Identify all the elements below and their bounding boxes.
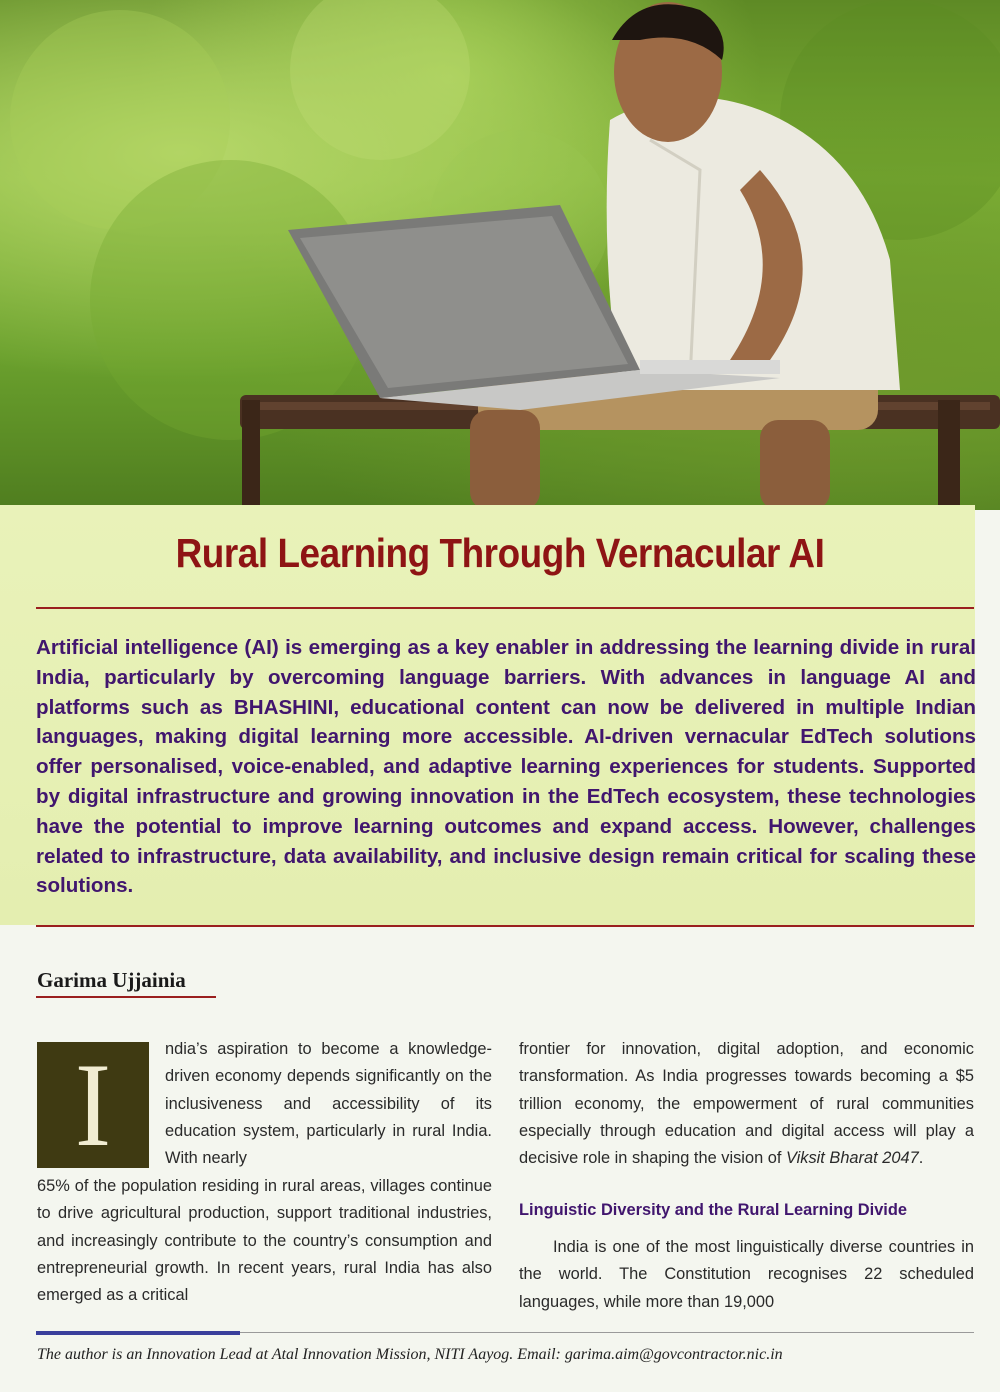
body-paragraph-1-top: ndia’s aspiration to become a knowledge-driven economy depends significantly on the inclusiveness and accessibility of its education system, particularly in rural India. With nearly: [165, 1040, 492, 1168]
footer-accent-bar: [36, 1331, 240, 1335]
body-paragraph-1-continued: [519, 1036, 974, 1172]
body-paragraph-2: India is one of the most linguistically diverse countries in the world. The Constitution recognises 22 scheduled languages, while more than 19,000: [519, 1238, 974, 1311]
article-abstract: Artificial intelligence (AI) is emerging as a key enabler in addressing the learning divide in rural India, particularly by overcoming language barriers. With advances in language AI and platforms such as BHASHINI, educational content can now be delivered in multiple Indian languages, making digital learning more accessible. AI-driven vernacular EdTech solutions offer personalised, voice-enabled, and adaptive learning experiences for students. Supported by digital infrastructure and growing innovation in the EdTech ecosystem, these technologies have the potential to improve learning outcomes and expand access. However, challenges related to infrastructure, data availability, and inclusive design remain critical for scaling these solutions.: [36, 636, 976, 898]
article-title: Rural Learning Through Vernacular AI: [175, 530, 825, 576]
body-paragraph-1-bottom: 65% of the population residing in rural areas, villages continue to drive agricultural production, support traditional industries, and increasingly contribute to the country’s consumption and entrepreneurial growth. In recent years, rural India has also emerged as a critical: [37, 1177, 492, 1305]
author-footnote: The author is an Innovation Lead at Atal Innovation Mission, NITI Aayog. Email: garima.aim@govcontractor.nic.in: [37, 1346, 783, 1363]
viksit-bharat-italic: Viksit Bharat 2047: [785, 1149, 919, 1168]
title-divider: [36, 607, 974, 609]
abstract-bottom-divider: [36, 925, 974, 927]
drop-cap-letter: I: [75, 1038, 111, 1171]
body-paragraph-1-col2-text: frontier for innovation, digital adoption, and economic transformation. As India progresses towards becoming a $5 trillion economy, the empowerment of rural communities especially through education and digital access will play a decisive role in shaping the vision of: [519, 1040, 974, 1168]
body-paragraph-1-col2-end: .: [918, 1149, 924, 1168]
author-name: Garima Ujjainia: [37, 968, 186, 992]
section-subheading: Linguistic Diversity and the Rural Learning Divide: [519, 1201, 907, 1219]
author-underline: [36, 996, 216, 998]
hero-illustration: [0, 0, 1000, 510]
drop-cap: [37, 1038, 149, 1171]
hero-photo: [0, 0, 1000, 510]
